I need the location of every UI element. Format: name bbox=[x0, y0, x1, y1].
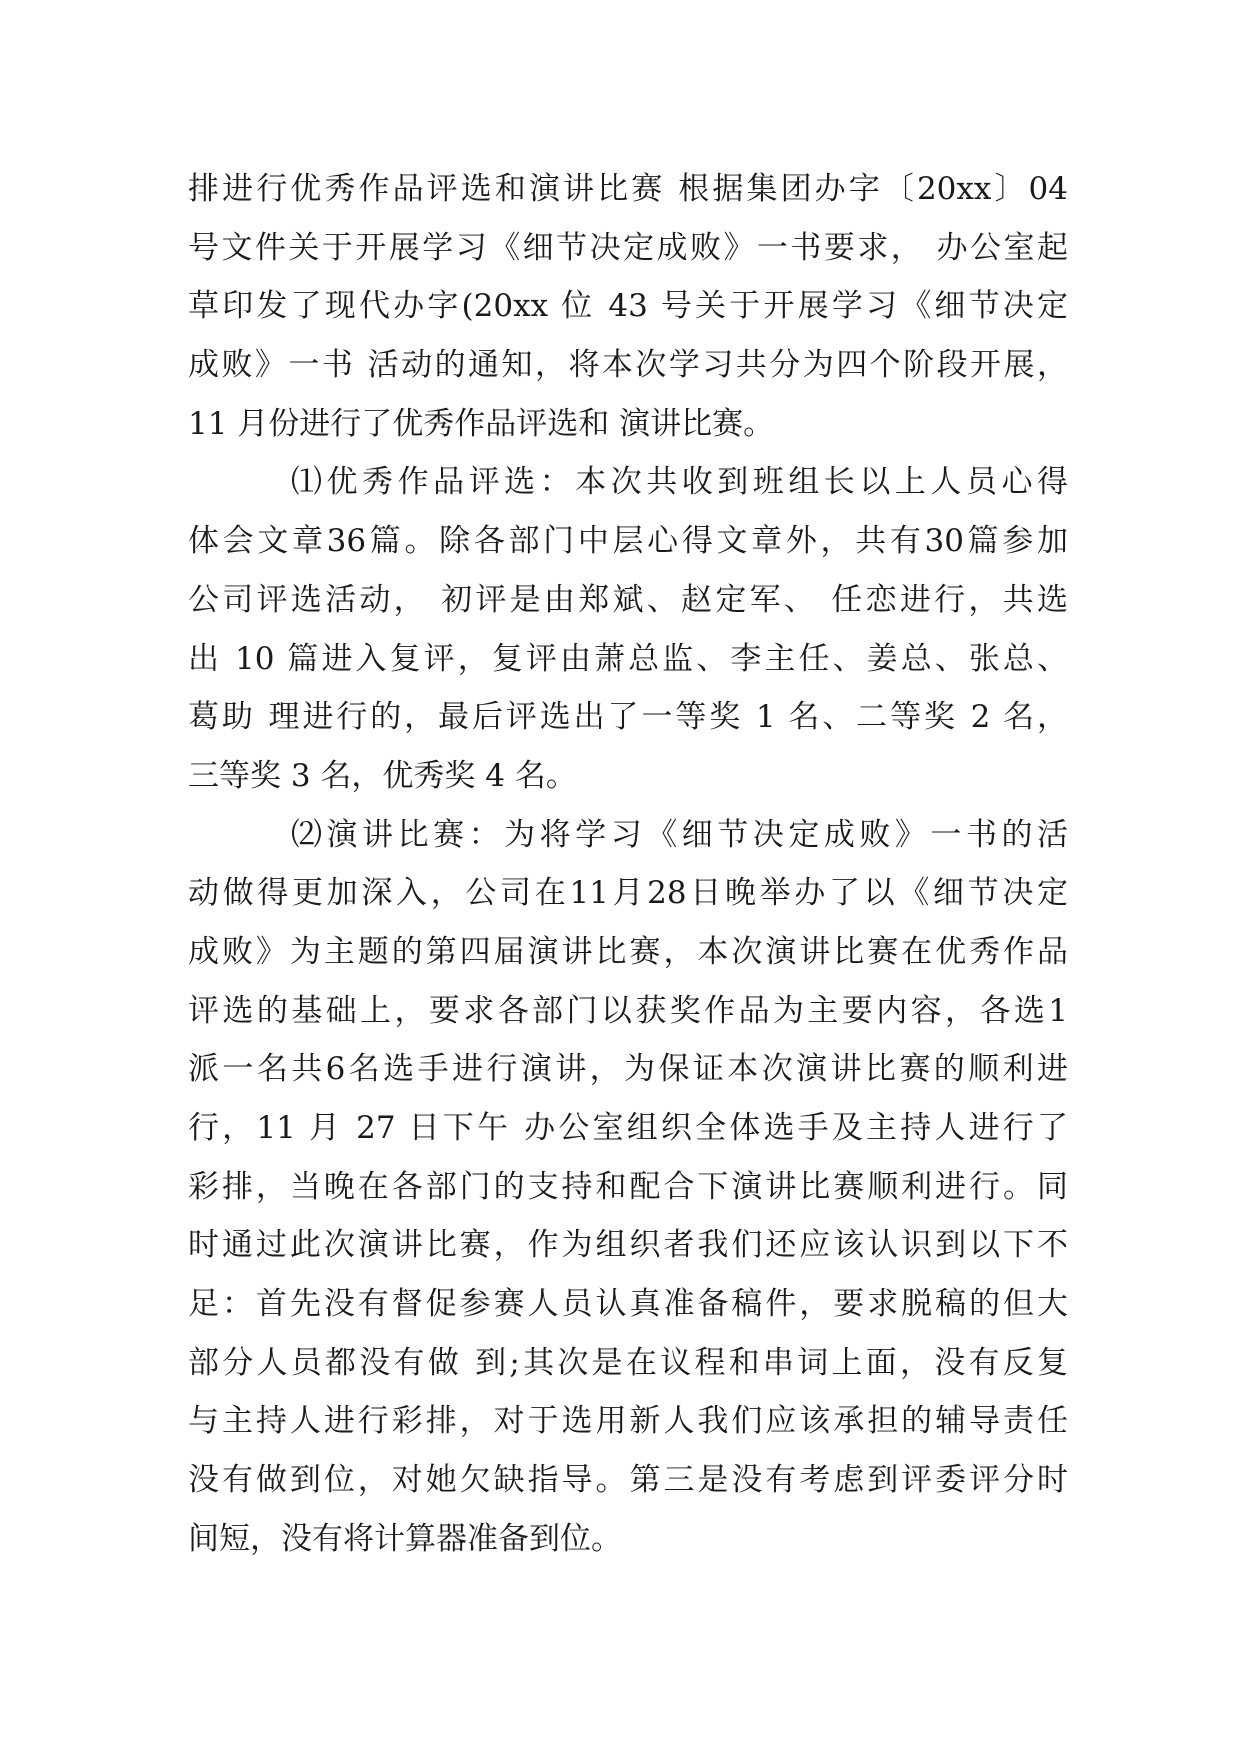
text-line: 号文件关于开展学习《细节决定成败》一书要求， 办公室起 bbox=[188, 229, 1068, 266]
document-body bbox=[188, 160, 1068, 1569]
text-line: 出 10 篇进入复评，复评由萧总监、李主任、姜总、张总、 bbox=[188, 640, 1068, 677]
text-line: 11 月份进行了优秀作品评选和 演讲比赛。 bbox=[188, 405, 775, 442]
text-line: 行，11 月 27 日下午 办公室组织全体选手及主持人进行了 bbox=[188, 1110, 1068, 1146]
text-line: 派一名共6名选手进行演讲，为保证本次演讲比赛的顺利进 bbox=[188, 1051, 1068, 1088]
text-line: 与主持人进行彩排，对于选用新人我们应该承担的辅导责任 bbox=[188, 1403, 1068, 1440]
paragraph-speech-contest bbox=[188, 806, 1068, 1569]
text-line: 公司评选活动， 初评是由郑斌、赵定军、 任恋进行，共选 bbox=[188, 581, 1068, 618]
text-line: 彩排，当晚在各部门的支持和配合下演讲比赛顺利进行。同 bbox=[188, 1168, 1068, 1205]
text-line: 时通过此次演讲比赛，作为组织者我们还应该认识到以下不 bbox=[188, 1227, 1068, 1264]
text-line: 葛助 理进行的，最后评选出了一等奖 1 名、二等奖 2 名， bbox=[188, 699, 1068, 736]
text-line: 排进行优秀作品评选和演讲比赛 根据集团办字〔20xx〕04 bbox=[188, 171, 1068, 207]
text-line: ⑵演讲比赛：为将学习《细节决定成败》一书的活 bbox=[291, 816, 1068, 853]
paragraph-excellent-works bbox=[188, 453, 1068, 805]
text-line: 动做得更加深入，公司在11月28日晚举办了以《细节决定 bbox=[188, 875, 1068, 912]
text-line: 成败》一书 活动的通知，将本次学习共分为四个阶段开展， bbox=[188, 347, 1068, 384]
text-line: 间短，没有将计算器准备到位。 bbox=[188, 1520, 622, 1557]
text-line: 三等奖 3 名，优秀奖 4 名。 bbox=[188, 757, 577, 794]
text-line: 体会文章36篇。除各部门中层心得文章外，共有30篇参加 bbox=[188, 523, 1068, 560]
text-line: 成败》为主题的第四届演讲比赛，本次演讲比赛在优秀作品 bbox=[188, 933, 1068, 970]
text-line: 评选的基础上，要求各部门以获奖作品为主要内容，各选1 bbox=[188, 992, 1068, 1029]
text-line: 草印发了现代办字(20xx 位 43 号关于开展学习《细节决定 bbox=[188, 288, 1068, 325]
text-line: 足：首先没有督促参赛人员认真准备稿件，要求脱稿的但大 bbox=[188, 1286, 1068, 1323]
text-line: 部分人员都没有做 到;其次是在议程和串词上面，没有反复 bbox=[188, 1344, 1068, 1381]
text-line: 没有做到位，对她欠缺指导。第三是没有考虑到评委评分时 bbox=[188, 1462, 1068, 1499]
paragraph-intro bbox=[188, 160, 1068, 453]
text-line: ⑴优秀作品评选：本次共收到班组长以上人员心得 bbox=[291, 464, 1068, 501]
